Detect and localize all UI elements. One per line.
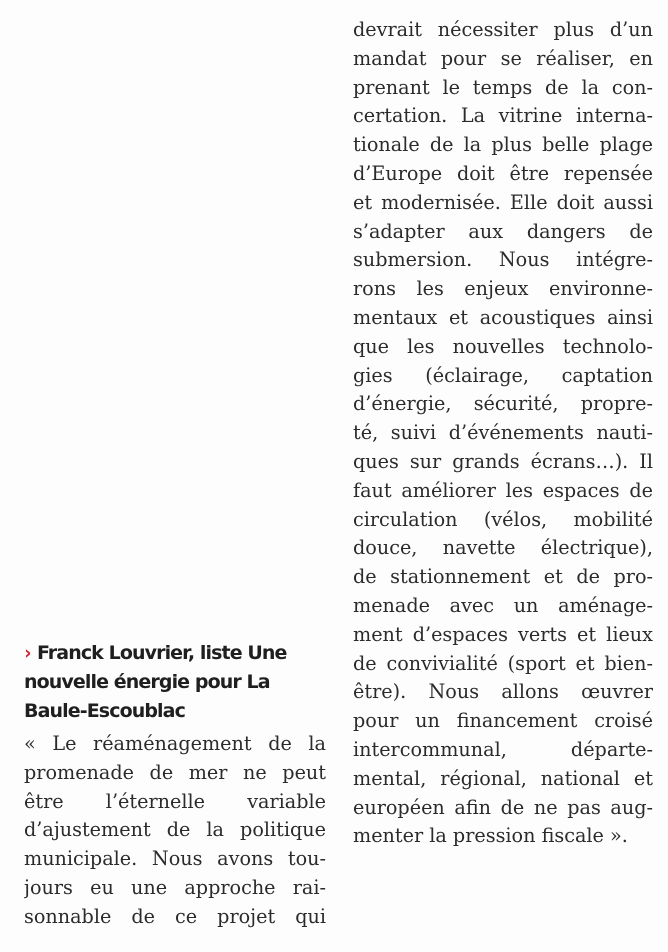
text-line: pour un financement croisé [353, 709, 653, 733]
text-line: « Le réaménagement de la [24, 732, 326, 755]
text-line: être). Nous allons œuvrer [353, 680, 653, 704]
text-line: té, suivi d’événements nauti- [353, 421, 653, 445]
text-line: jours eu une approche rai- [24, 875, 326, 899]
text-line: promenade de mer ne peut [24, 760, 326, 784]
text-line: d’énergie, sécurité, propre- [353, 392, 653, 416]
text-line: mandat pour se réaliser, en [353, 46, 653, 70]
chevron-right-icon: › [24, 642, 31, 664]
candidate-heading [24, 639, 334, 726]
text-line: rons les enjeux environne- [353, 277, 653, 301]
text-line: que les nouvelles technolo- [353, 334, 653, 358]
text-line: tionale de la plus belle plage [353, 133, 653, 157]
left-text-column [24, 730, 326, 932]
text-line: de convivialité (sport et bien- [353, 651, 653, 675]
text-line: d’ajustement de la politique [24, 818, 326, 842]
text-line: menter la pression fiscale ». [353, 824, 628, 848]
text-line: être l’éternelle variable [24, 789, 326, 813]
text-line: devrait nécessiter plus d’un [353, 18, 653, 41]
text-line: européen afin de ne pas aug- [353, 795, 653, 819]
text-line: certation. La vitrine interna- [353, 104, 653, 128]
text-line: faut améliorer les espaces de [353, 478, 653, 502]
text-line: d’Europe doit être repensée [353, 161, 653, 185]
text-line: douce, navette électrique), [353, 536, 653, 560]
heading-line [24, 639, 334, 668]
text-line: de stationnement et de pro- [353, 565, 653, 589]
text-line: intercommunal, départe- [353, 737, 653, 761]
text-line: submersion. Nous intégre- [353, 248, 653, 272]
text-line: mentaux et acoustiques ainsi [353, 305, 653, 329]
text-line: et modernisée. Elle doit aussi [353, 190, 653, 214]
text-line: menade avec un aménage- [353, 593, 653, 617]
text-line: circulation (vélos, mobilité [353, 507, 653, 531]
text-line: mental, régional, national et [353, 766, 653, 790]
text-line: ment d’espaces verts et lieux [353, 622, 653, 646]
text-line: sonnable de ce projet qui [24, 904, 326, 928]
right-text-column [353, 16, 653, 851]
heading-line: Baule-Escoublac [24, 700, 185, 722]
heading-text: Franck Louvrier, liste Une [36, 642, 287, 664]
heading-line: nouvelle énergie pour La [24, 671, 270, 693]
text-line: gies (éclairage, captation [353, 363, 653, 387]
text-line: prenant le temps de la con- [353, 75, 653, 99]
text-line: s’adapter aux dangers de [353, 219, 653, 243]
text-line: ques sur grands écrans…). Il [353, 449, 653, 473]
text-line: municipale. Nous avons tou- [24, 847, 326, 871]
